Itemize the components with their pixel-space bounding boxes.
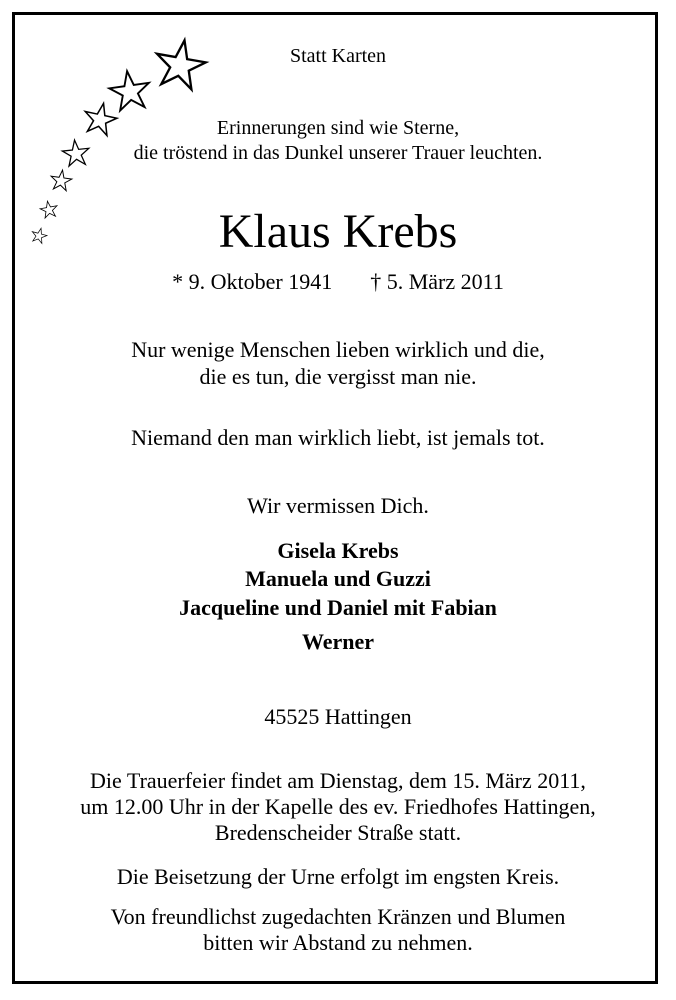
birth-date: * 9. Oktober 1941: [172, 269, 333, 294]
life-dates: [0, 271, 676, 293]
ceremony-line: um 12.00 Uhr in der Kapelle des ev. Friedhofes Hattingen,: [80, 794, 596, 819]
ceremony-line: Die Trauerfeier findet am Dienstag, dem 15. März 2011,: [90, 768, 586, 793]
quote-line: die tröstend in das Dunkel unserer Trauer leuchten.: [133, 142, 543, 164]
header-text: Statt Karten: [289, 45, 387, 67]
quote-line: Erinnerungen sind wie Sterne,: [216, 117, 460, 139]
urn-line: Die Beisetzung der Urne erfolgt im engsten Kreis.: [116, 864, 560, 889]
miss-line: Wir vermissen Dich.: [247, 493, 429, 518]
verse-line: die es tun, die vergisst man nie.: [199, 364, 477, 389]
family-name: Gisela Krebs: [277, 538, 399, 563]
star-icon: [49, 169, 72, 192]
flowers-line: Von freundlichst zugedachten Kränzen und Blumen: [110, 904, 566, 929]
family-name: Jacqueline und Daniel mit Fabian: [179, 595, 497, 620]
death-date: † 5. März 2011: [370, 269, 504, 294]
family-name: Manuela und Guzzi: [245, 566, 431, 591]
family-name: Werner: [301, 629, 375, 654]
star-icon: [107, 68, 152, 111]
place-line: 45525 Hattingen: [264, 704, 412, 729]
verse-line: Nur wenige Menschen lieben wirklich und die,: [131, 337, 545, 362]
flowers-line: bitten wir Abstand zu nehmen.: [203, 930, 473, 955]
ceremony-line: Bredenscheider Straße statt.: [214, 820, 462, 845]
verse-line: Niemand den man wirklich liebt, ist jemals tot.: [131, 425, 545, 450]
deceased-name: Klaus Krebs: [218, 205, 458, 258]
